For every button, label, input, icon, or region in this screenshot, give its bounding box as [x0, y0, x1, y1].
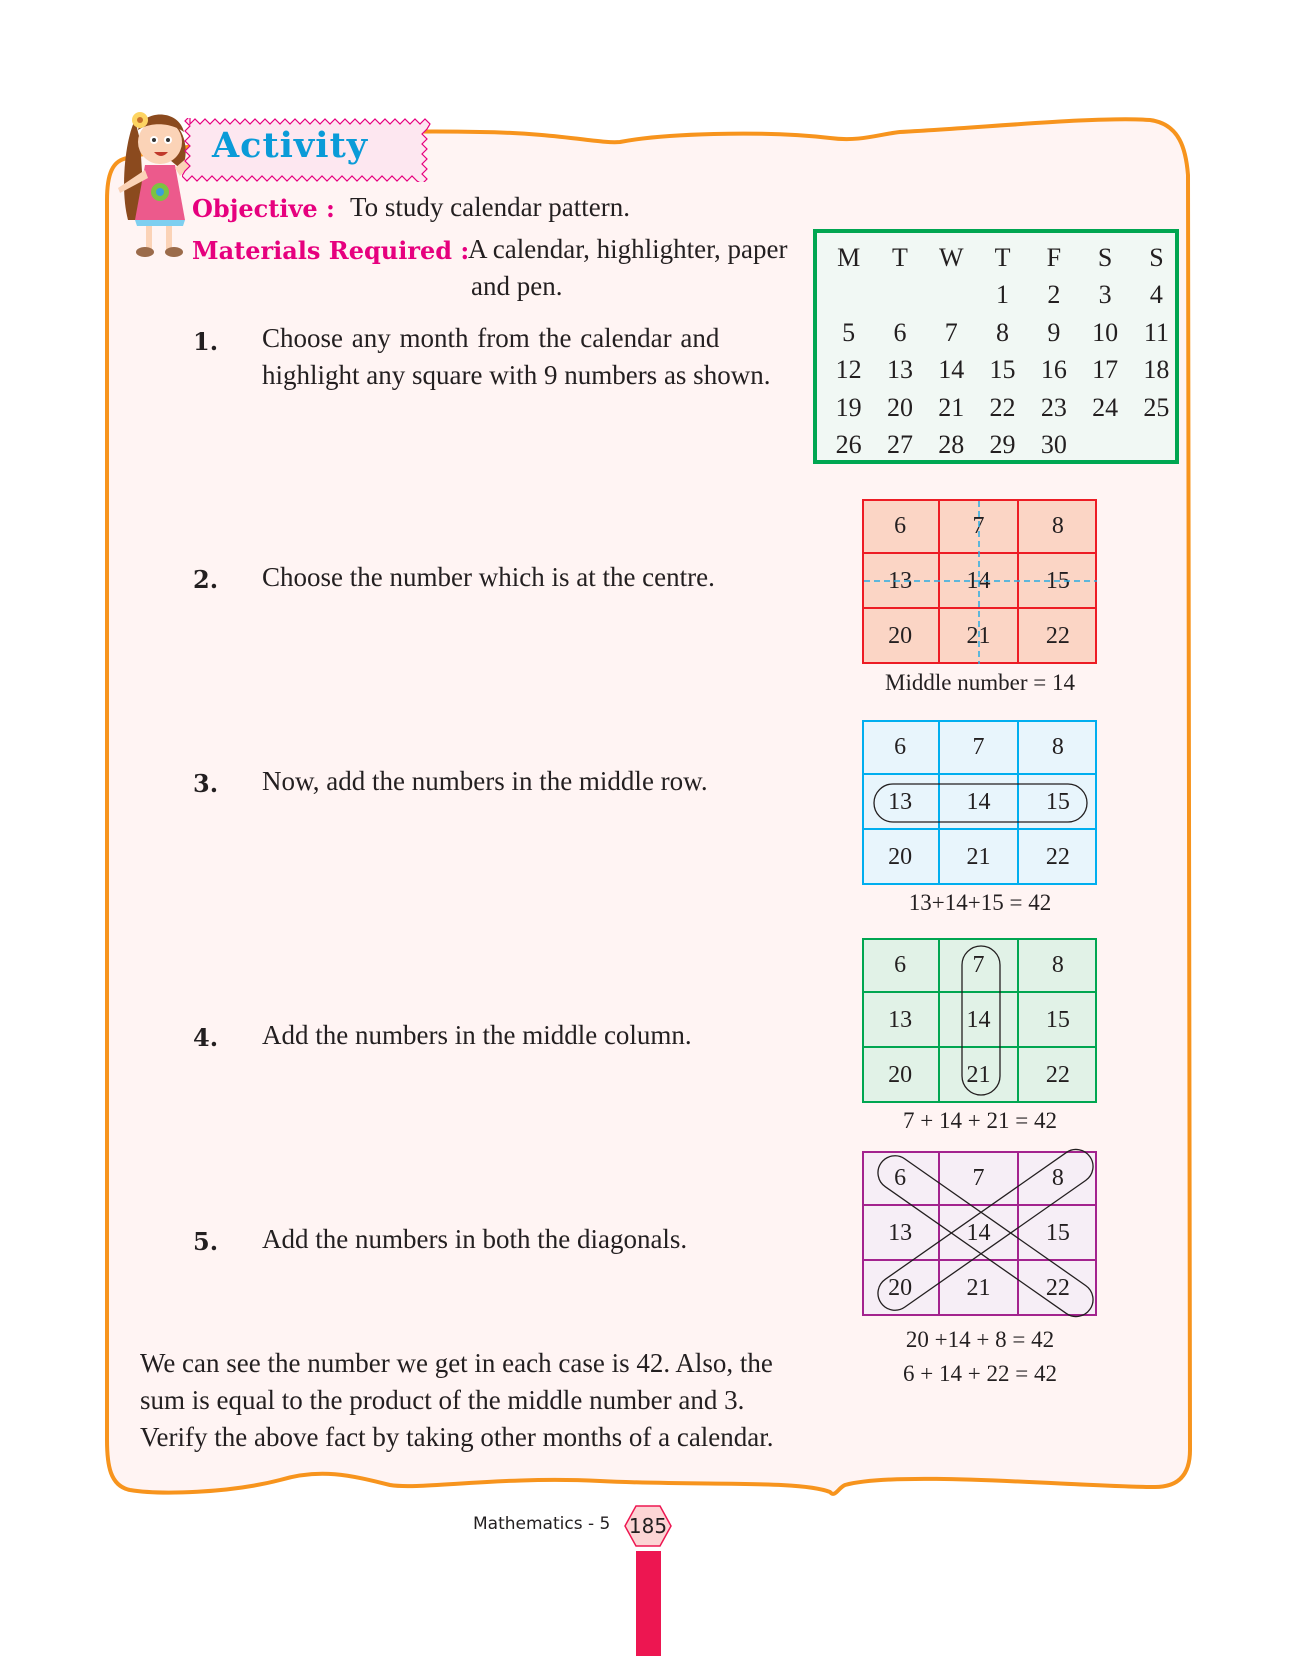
grid-caption: 20 +14 + 8 = 42	[905, 1327, 1055, 1352]
grid-cell: 8	[1019, 720, 1097, 775]
step-number: 1.	[193, 327, 219, 356]
step-text-line: Add the numbers in both the diagonals.	[262, 1224, 688, 1254]
grid-caption: Middle number = 14	[885, 670, 1075, 695]
calendar-date: 1	[996, 280, 1010, 310]
calendar-date: 16	[1040, 355, 1067, 385]
calendar-date: 20	[886, 392, 913, 422]
calendar-date: 7	[944, 317, 958, 347]
calendar-date: 10	[1092, 317, 1119, 347]
page-marker-bar	[636, 1551, 661, 1656]
book-title: Mathematics - 5	[473, 1514, 611, 1534]
calendar-date: 22	[989, 392, 1016, 422]
calendar-date: 18	[1143, 355, 1170, 385]
page-number: 185	[628, 1514, 668, 1538]
grid-cell: 8	[1019, 938, 1097, 993]
conclusion-line: Verify the above fact by taking other months of a calendar.	[140, 1422, 774, 1452]
conclusion-line: We can see the number we get in each case is 42. Also, the	[140, 1348, 773, 1378]
grid-cell: 22	[1045, 844, 1070, 870]
step-text-line: Choose any month from the calendar and	[262, 323, 720, 353]
calendar-date	[1079, 426, 1130, 463]
materials-text-line2: and pen.	[471, 271, 563, 301]
calendar-date: 21	[938, 392, 965, 422]
grid-cell: 6	[862, 938, 940, 993]
grid-cell: 22	[1045, 623, 1070, 649]
grid-cell: 15	[1019, 775, 1097, 830]
step-number: 4.	[193, 1023, 219, 1052]
calendar-date: 24	[1092, 392, 1119, 422]
calendar-date	[1131, 426, 1182, 463]
grid-cell: 6	[862, 499, 940, 554]
calendar	[813, 229, 1179, 464]
calendar-date: 15	[989, 355, 1016, 385]
grid-cell: 21	[940, 609, 1018, 664]
calendar-date: 13	[886, 355, 913, 385]
step-text-line: Now, add the numbers in the middle row.	[262, 766, 708, 796]
calendar-day-header: M	[837, 243, 861, 272]
grid-cell: 7	[940, 720, 1018, 775]
grid-cell: 6	[862, 720, 940, 775]
calendar-date	[926, 276, 977, 313]
calendar-day-header: F	[1046, 243, 1062, 272]
grid-cell: 14	[940, 775, 1018, 830]
calendar-date: 28	[938, 429, 965, 459]
grid-cell: 13	[862, 554, 940, 609]
grid-cell: 13	[862, 775, 940, 830]
calendar-day-header: S	[1149, 243, 1164, 272]
grid-cell: 14	[940, 554, 1018, 609]
grid-cell: 20	[862, 609, 940, 664]
calendar-date: 29	[989, 429, 1016, 459]
calendar-date: 26	[835, 429, 862, 459]
calendar-day-header: T	[892, 243, 908, 272]
grid-cell: 20	[862, 1048, 940, 1103]
calendar-date: 27	[886, 429, 913, 459]
step-number: 5.	[193, 1227, 219, 1256]
calendar-date: 5	[842, 317, 856, 347]
objective-text: To study calendar pattern.	[350, 192, 631, 222]
objective-label: Objective :	[192, 194, 335, 223]
step-number: 2.	[193, 565, 219, 594]
calendar-date	[874, 276, 925, 313]
calendar-date: 2	[1047, 280, 1061, 310]
activity-title: Activity	[212, 125, 369, 166]
grid-cell: 15	[1019, 554, 1097, 609]
grid-cell: 21	[940, 830, 1018, 885]
calendar-date: 8	[996, 317, 1010, 347]
grid-cell: 6	[862, 1151, 940, 1206]
calendar-date: 30	[1040, 429, 1067, 459]
step-number: 3.	[193, 769, 219, 798]
grid-cell: 15	[1019, 993, 1097, 1048]
grid-cell: 14	[940, 993, 1018, 1048]
grid-cell: 22	[1045, 1062, 1070, 1088]
grid-caption: 13+14+15 = 42	[908, 890, 1052, 915]
calendar-grid	[823, 239, 1182, 463]
step-text-line: highlight any square with 9 numbers as shown.	[262, 360, 771, 390]
calendar-date: 11	[1143, 317, 1169, 347]
calendar-date: 6	[893, 317, 907, 347]
calendar-date: 19	[835, 392, 862, 422]
grid-cell: 15	[1019, 1206, 1097, 1261]
grid-cell: 13	[862, 993, 940, 1048]
grid-cell: 7	[940, 499, 1018, 554]
calendar-date: 17	[1092, 355, 1119, 385]
grid-cell: 8	[1019, 499, 1097, 554]
grid-cell: 8	[1019, 1151, 1097, 1206]
grid-center-number	[862, 499, 1097, 664]
calendar-day-header: W	[938, 243, 964, 272]
calendar-day-header: T	[994, 243, 1011, 272]
grid-cell: 20	[862, 1261, 940, 1316]
step-text-line: Add the numbers in the middle column.	[262, 1020, 692, 1050]
calendar-date: 23	[1040, 392, 1067, 422]
calendar-date: 9	[1047, 317, 1061, 347]
grid-cell: 21	[940, 1048, 1018, 1103]
calendar-date: 14	[938, 355, 965, 385]
calendar-date: 4	[1149, 280, 1163, 310]
calendar-day-header: S	[1097, 243, 1113, 272]
grid-diagonals	[862, 1151, 1097, 1316]
grid-cell: 21	[940, 1261, 1018, 1316]
grid-middle-column	[862, 938, 1097, 1103]
calendar-date: 3	[1098, 280, 1112, 310]
materials-label: Materials Required :	[192, 236, 470, 265]
grid-cell: 7	[940, 938, 1018, 993]
step-text-line: Choose the number which is at the centre.	[262, 562, 715, 592]
calendar-date: 25	[1143, 392, 1170, 422]
grid-cell: 14	[940, 1206, 1018, 1261]
grid-caption: 7 + 14 + 21 = 42	[903, 1108, 1057, 1133]
calendar-date	[823, 276, 874, 313]
grid-cell: 22	[1045, 1275, 1070, 1301]
grid-caption: 6 + 14 + 22 = 42	[903, 1361, 1057, 1386]
calendar-date: 12	[835, 355, 862, 385]
conclusion-line: sum is equal to the product of the middle number and 3.	[140, 1385, 745, 1415]
grid-middle-row	[862, 720, 1097, 885]
grid-cell: 13	[862, 1206, 940, 1261]
grid-cell: 7	[940, 1151, 1018, 1206]
materials-text-line1: A calendar, highlighter, paper	[468, 234, 788, 264]
grid-cell: 20	[862, 830, 940, 885]
